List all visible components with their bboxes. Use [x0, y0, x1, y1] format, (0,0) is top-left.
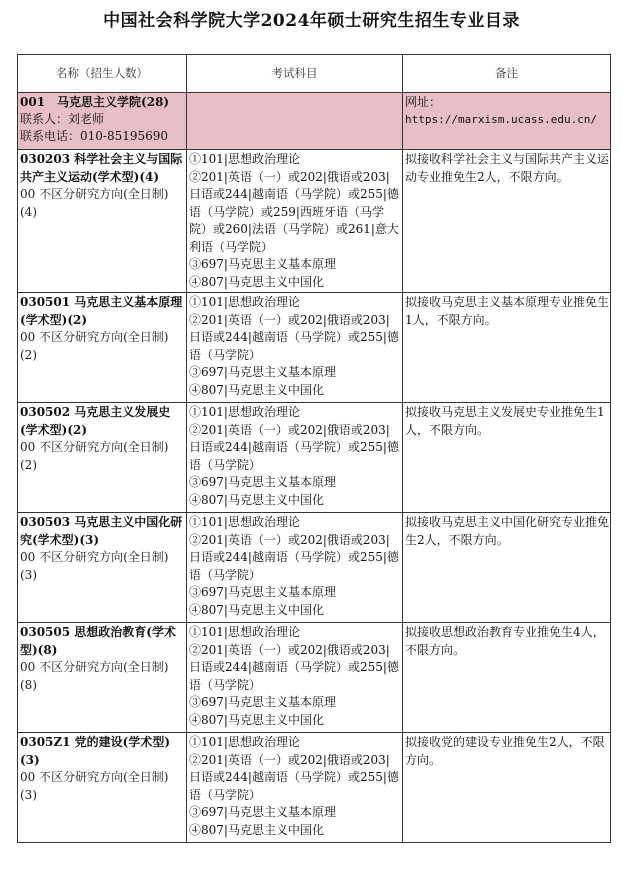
department-name: 001 马克思主义学院(28) — [20, 95, 170, 109]
subject-1: ①101|思想政治理论 — [189, 515, 300, 529]
subject-1: ①101|思想政治理论 — [189, 405, 300, 419]
table-row — [18, 733, 611, 843]
subject-1: ①101|思想政治理论 — [189, 295, 300, 309]
catalog-table — [17, 54, 611, 843]
major-title: 030503 马克思主义中国化研究(学术型)(3) — [20, 515, 183, 547]
header-notes: 备注 — [403, 55, 611, 93]
major-direction: 00 不区分研究方向(全日制)(2) — [20, 440, 169, 472]
major-direction: 00 不区分研究方向(全日制)(2) — [20, 330, 169, 362]
department-cell — [18, 93, 187, 150]
subject-2: ②201|英语（一）或202|俄语或203|日语或244|越南语（马学院）或255|德语（马学院） — [189, 422, 399, 472]
major-note-cell: 拟接收马克思主义中国化研究专业推免生2人，不限方向。 — [403, 513, 611, 623]
major-name-cell — [18, 513, 187, 623]
subject-4: ④807|马克思主义中国化 — [189, 274, 324, 289]
major-subjects-cell — [187, 513, 403, 623]
subject-2: ②201|英语（一）或202|俄语或203|日语或244|越南语（马学院）或255|德语（马学院）或259|西班牙语（马学院）或260|法语（马学院）或261|意大利语（马学院） — [189, 169, 399, 254]
subject-3: ③697|马克思主义基本原理 — [189, 475, 336, 489]
major-direction: 00 不区分研究方向(全日制)(4) — [20, 187, 169, 219]
major-subjects-cell — [187, 623, 403, 733]
subject-1: ①101|思想政治理论 — [189, 735, 300, 749]
major-subjects-cell — [187, 733, 403, 843]
table-row — [18, 150, 611, 293]
major-name-cell — [18, 733, 187, 843]
major-name-cell — [18, 293, 187, 403]
major-note-cell: 拟接收党的建设专业推免生2人，不限方向。 — [403, 733, 611, 843]
major-subjects-cell — [187, 150, 403, 293]
subject-4: ④807|马克思主义中国化 — [189, 822, 324, 837]
table-header-row — [18, 55, 611, 93]
department-notes-cell — [403, 93, 611, 150]
major-direction: 00 不区分研究方向(全日制)(8) — [20, 660, 169, 692]
website-label: 网址： — [405, 95, 442, 109]
subject-4: ④807|马克思主义中国化 — [189, 712, 324, 727]
table-row — [18, 623, 611, 733]
subject-2: ②201|英语（一）或202|俄语或203|日语或244|越南语（马学院）或255|德语（马学院） — [189, 752, 399, 802]
subject-4: ④807|马克思主义中国化 — [189, 382, 324, 397]
department-subjects-cell — [187, 93, 403, 150]
major-name-cell — [18, 623, 187, 733]
header-subjects: 考试科目 — [187, 55, 403, 93]
major-note-cell: 拟接收科学社会主义与国际共产主义运动专业推免生2人，不限方向。 — [403, 150, 611, 293]
department-contact: 联系人：刘老师 — [20, 112, 105, 126]
subject-3: ③697|马克思主义基本原理 — [189, 585, 336, 599]
subject-1: ①101|思想政治理论 — [189, 625, 300, 639]
subject-4: ④807|马克思主义中国化 — [189, 492, 324, 507]
major-title: 030203 科学社会主义与国际共产主义运动(学术型)(4) — [20, 152, 183, 184]
major-title: 030505 思想政治教育(学术型)(8) — [20, 625, 176, 657]
subject-4: ④807|马克思主义中国化 — [189, 602, 324, 617]
major-note-cell: 拟接收思想政治教育专业推免生4人，不限方向。 — [403, 623, 611, 733]
subject-3: ③697|马克思主义基本原理 — [189, 695, 336, 709]
header-name: 名称（招生人数） — [18, 55, 187, 93]
major-direction: 00 不区分研究方向(全日制)(3) — [20, 550, 169, 582]
page-title: 中国社会科学院大学2024年硕士研究生招生专业目录 — [103, 11, 520, 31]
table-row — [18, 403, 611, 513]
major-note-cell: 拟接收马克思主义基本原理专业推免生1人，不限方向。 — [403, 293, 611, 403]
major-title: 030502 马克思主义发展史(学术型)(2) — [20, 405, 171, 437]
major-title: 0305Z1 党的建设(学术型)(3) — [20, 735, 171, 767]
subject-3: ③697|马克思主义基本原理 — [189, 257, 336, 271]
major-direction: 00 不区分研究方向(全日制)(3) — [20, 770, 169, 802]
table-row — [18, 513, 611, 623]
major-name-cell — [18, 403, 187, 513]
department-phone: 联系电话：010-85195690 — [20, 129, 169, 143]
subject-3: ③697|马克思主义基本原理 — [189, 805, 336, 819]
table-row — [18, 293, 611, 403]
subject-2: ②201|英语（一）或202|俄语或203|日语或244|越南语（马学院）或255|德语（马学院） — [189, 642, 399, 692]
subject-2: ②201|英语（一）或202|俄语或203|日语或244|越南语（马学院）或255|德语（马学院） — [189, 312, 399, 362]
major-note-cell: 拟接收马克思主义发展史专业推免生1人，不限方向。 — [403, 403, 611, 513]
major-title: 030501 马克思主义基本原理(学术型)(2) — [20, 295, 183, 327]
website-url: https://marxism.ucass.edu.cn/ — [405, 113, 598, 126]
major-name-cell — [18, 150, 187, 293]
major-subjects-cell — [187, 403, 403, 513]
subject-1: ①101|思想政治理论 — [189, 152, 300, 166]
major-subjects-cell — [187, 293, 403, 403]
subject-3: ③697|马克思主义基本原理 — [189, 365, 336, 379]
subject-2: ②201|英语（一）或202|俄语或203|日语或244|越南语（马学院）或255|德语（马学院） — [189, 532, 399, 582]
department-row — [18, 93, 611, 150]
